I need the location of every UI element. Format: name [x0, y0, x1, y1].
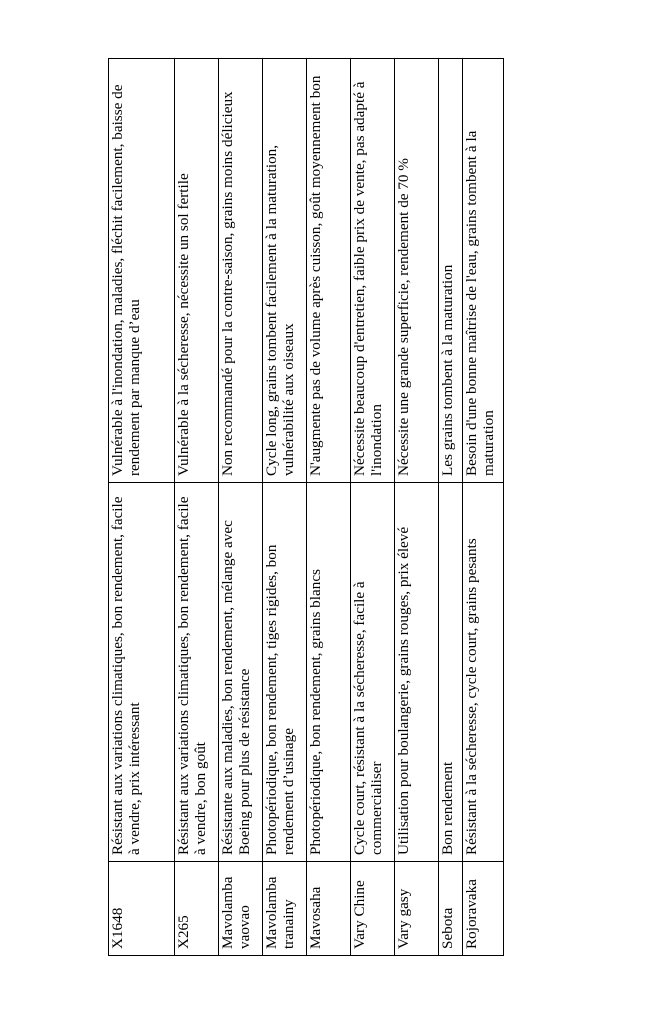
disadvantages-cell: Les grains tombent à la maturation [439, 59, 463, 483]
table-row [463, 59, 504, 956]
rotated-table-container [108, 59, 503, 956]
advantages-cell: Utilisation pour boulangerie, grains rouges, prix élevé [395, 483, 439, 862]
advantages-cell: Photopériodique, bon rendement, tiges rigides, bon rendement d’usinage [263, 483, 307, 862]
disadvantages-cell: N'augmente pas de volume après cuisson, goût moyennement bon [307, 59, 351, 483]
disadvantages-cell: Cycle long, grains tombent facilement à la maturation, vulnérabilité aux oiseaux [263, 59, 307, 483]
table-row [263, 59, 307, 956]
table-row [351, 59, 395, 956]
advantages-cell: Résistant aux variations climatiques, bon rendement, facile à vendre, prix intéressant [109, 483, 175, 862]
advantages-cell: Bon rendement [439, 483, 463, 862]
variety-cell: Mavosaha [307, 862, 351, 956]
advantages-cell: Photopériodique, bon rendement, grains blancs [307, 483, 351, 862]
disadvantages-cell: Nécessite une grande superficie, rendement de 70 % [395, 59, 439, 483]
rice-varieties-table [108, 58, 504, 956]
variety-cell: Vary gasy [395, 862, 439, 956]
variety-cell: Sebota [439, 862, 463, 956]
advantages-cell: Résistant à la sécheresse, cycle court, grains pesants [463, 483, 504, 862]
table-row [109, 59, 175, 956]
table-row [395, 59, 439, 956]
variety-cell: Rojoravaka [463, 862, 504, 956]
advantages-cell: Cycle court, résistant à la sécheresse, facile à commercialiser [351, 483, 395, 862]
advantages-cell: Résistant aux variations climatiques, bon rendement, facile à vendre, bon goût [175, 483, 219, 862]
disadvantages-cell: Vulnérable à la sécheresse, nécessite un sol fertile [175, 59, 219, 483]
table-row [307, 59, 351, 956]
variety-cell: Mavolamba vaovao [219, 862, 263, 956]
variety-cell: X265 [175, 862, 219, 956]
table-row [175, 59, 219, 956]
disadvantages-cell: Non recommandé pour la contre-saison, grains moins délicieux [219, 59, 263, 483]
variety-cell: Vary Chine [351, 862, 395, 956]
disadvantages-cell: Besoin d'une bonne maîtrise de l'eau, grains tombent à la maturation [463, 59, 504, 483]
table-row [439, 59, 463, 956]
advantages-cell: Résistante aux maladies, bon rendement, mélange avec Boeing pour plus de résistance [219, 483, 263, 862]
table-row [219, 59, 263, 956]
table-body [109, 59, 504, 956]
disadvantages-cell: Vulnérable à l'inondation, maladies, fléchit facilement, baisse de rendement par manque d’eau [109, 59, 175, 483]
disadvantages-cell: Nécessite beaucoup d'entretien, faible prix de vente, pas adapté à l'inondation [351, 59, 395, 483]
variety-cell: Mavolamba tranainy [263, 862, 307, 956]
variety-cell: X1648 [109, 862, 175, 956]
